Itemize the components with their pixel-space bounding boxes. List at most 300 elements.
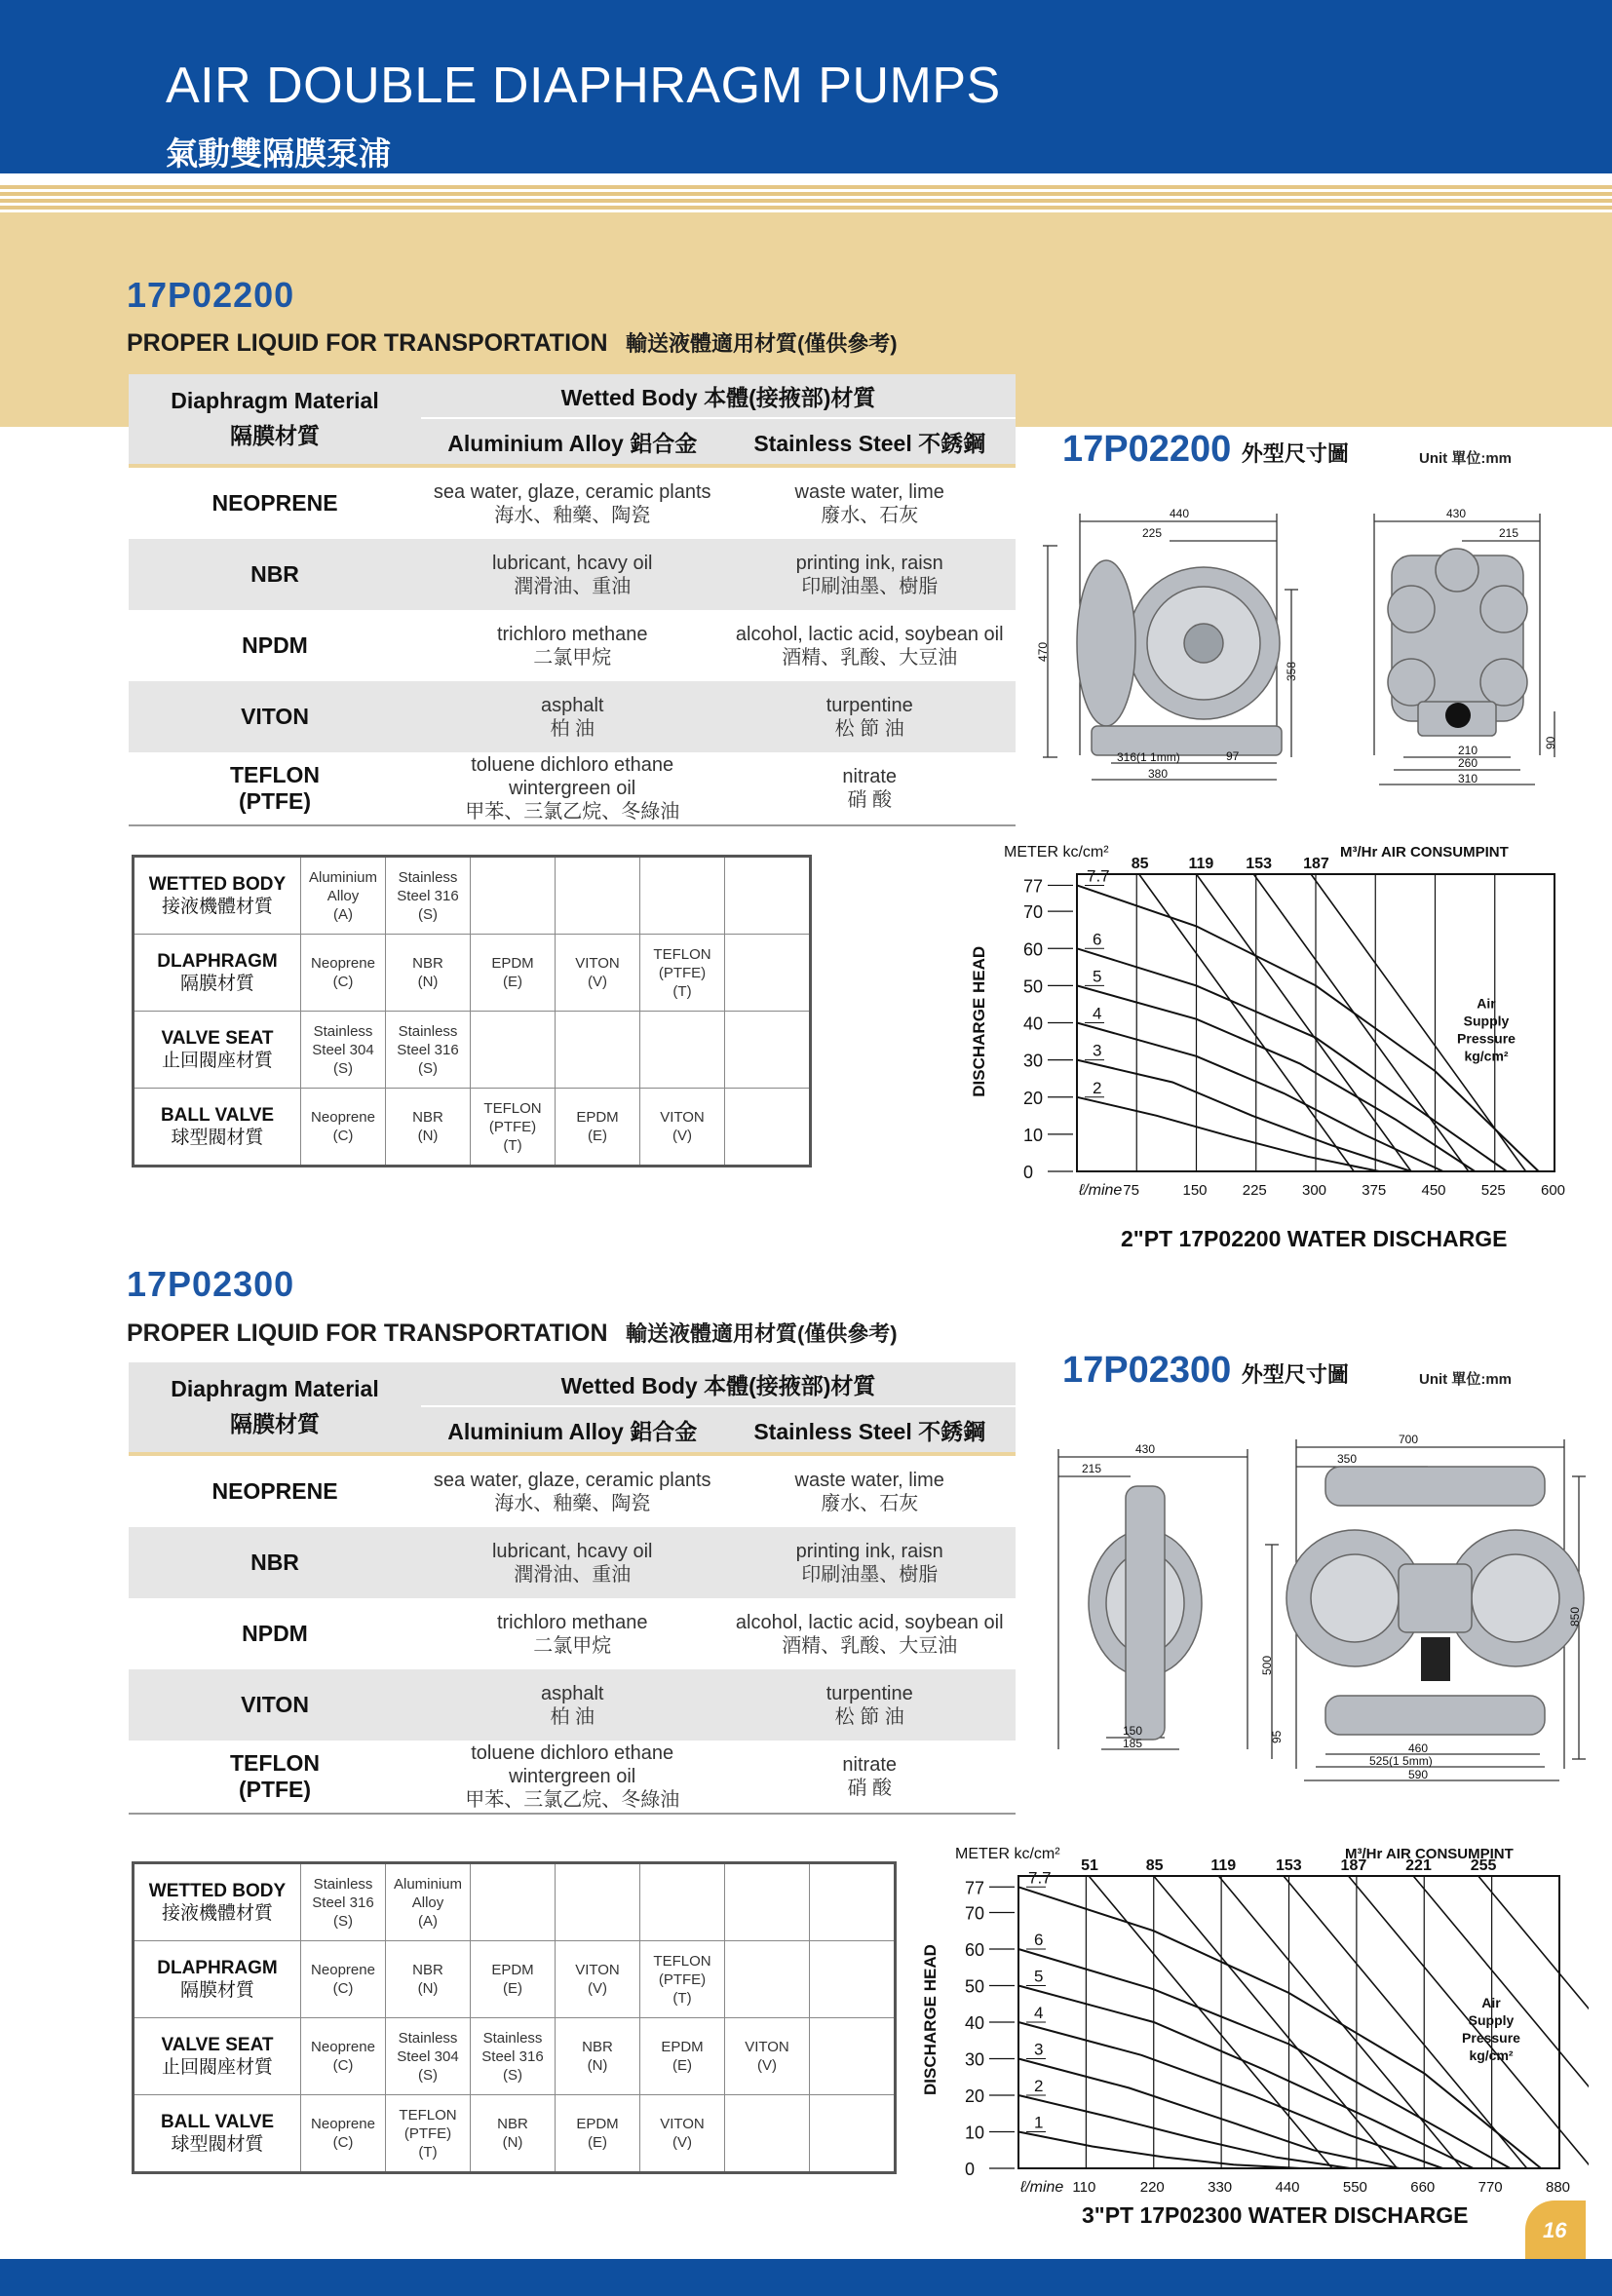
grid-cell: Stainless Steel 316 (S) [386,1012,471,1089]
aluminium-liquids [421,1456,723,1527]
col-aluminium: Aluminium Alloy 鋁合金 [421,1406,723,1452]
subtitle-en: PROPER LIQUID FOR TRANSPORTATION [127,1320,608,1347]
grid-row-label [134,1941,301,2018]
diaphragm-material: NPDM [242,1621,308,1646]
stainless-liquids [723,1527,1016,1598]
grid-row-label [134,1089,301,1167]
pressure-label: 7.7 [1028,1868,1052,1888]
dim-label: 525(1 5mm) [1369,1754,1433,1768]
grid-cell [471,1863,556,1941]
liquid-en: toluene dichloro ethane wintergreen oil [471,754,674,799]
pump-drawing-17P02300 [1053,1428,1598,1798]
dim-label: 316(1 1mm) [1117,750,1180,764]
grid-cell: TEFLON (PTFE) (T) [471,1089,556,1167]
annotation-text: Air [1481,1995,1501,2010]
air-consumption-label: 187 [1340,1857,1367,1874]
stainless-liquids [723,1598,1016,1669]
liquid-row [129,681,1016,752]
annotation-text: kg/cm² [1464,1048,1509,1064]
grid-cell: Neoprene (C) [301,1941,386,2018]
grid-cell [640,1863,725,1941]
diaphragm-material: NEOPRENE [211,1478,338,1504]
annotation-text: Pressure [1457,1030,1516,1047]
section-subtitle [127,327,898,358]
label-zh: 球型閥材質 [171,2134,264,2155]
aluminium-liquids [421,539,723,610]
liquid-en: trichloro methane [496,1611,648,1633]
liquid-zh: 廢水、石灰 [821,504,919,526]
aluminium-liquids [421,1527,723,1598]
liquid-en: printing ink, raisn [795,552,943,574]
dim-label: 95 [1270,1730,1284,1743]
aluminium-liquids [421,1669,723,1741]
label-en: BALL VALVE [160,1105,275,1126]
air-consumption-label: 153 [1275,1857,1302,1874]
diaphragm-material: NBR [250,561,299,587]
dim-label: 470 [1036,641,1050,662]
y-unit-label: METER kc/cm² [955,1846,1060,1862]
dim-label: 440 [1170,507,1190,520]
grid-row-label [134,1863,301,1941]
liquid-row [129,1741,1016,1813]
liquid-zh: 松 節 油 [834,1705,904,1728]
page-title-zh: 氣動雙隔膜泵浦 [166,135,391,172]
stainless-liquids [723,468,1016,539]
pressure-label: 1 [1034,2113,1044,2132]
liquid-zh: 印刷油墨、樹脂 [801,575,939,597]
aluminium-liquids [421,681,723,752]
liquid-row [129,752,1016,824]
grid-cell: EPDM (E) [556,2095,640,2173]
air-consumption-label: 119 [1188,856,1214,872]
page-number: 16 [1543,2218,1567,2242]
liquid-en: printing ink, raisn [795,1540,943,1562]
liquid-en: alcohol, lactic acid, soybean oil [735,1611,1004,1633]
liquid-table-grid [129,374,1016,826]
liquid-en: sea water, glaze, ceramic plants [433,480,711,503]
page-title: AIR DOUBLE DIAPHRAGM PUMPS [166,57,1001,114]
dimension-title [1062,1350,1349,1392]
diaphragm-material: NPDM [242,632,308,658]
discharge-chart-17P02200 [965,833,1589,1223]
liquid-zh: 柏 油 [550,1705,595,1728]
subtitle-en: PROPER LIQUID FOR TRANSPORTATION [127,329,608,357]
diaphragm-header [129,1362,421,1452]
grid-cell: EPDM (E) [556,1089,640,1167]
x-tick-label: 880 [1546,2179,1571,2196]
dimension-model: 17P02300 [1062,1350,1232,1391]
grid-row-label [134,2018,301,2095]
dim-label: 185 [1123,1737,1143,1750]
stainless-liquids [723,752,1016,824]
pressure-label: 6 [1034,1931,1044,1949]
pressure-label: 2 [1034,2077,1044,2095]
diaphragm-header-en: Diaphragm Material [171,388,379,413]
subtitle-zh: 輸送液體適用材質(僅供參考) [625,1321,898,1346]
diaphragm-material: NEOPRENE [211,490,338,516]
grid-cell: TEFLON (PTFE) (T) [640,935,725,1012]
x-tick-label: 375 [1362,1182,1387,1199]
dim-label: 150 [1123,1724,1143,1738]
label-en: DLAPHRAGM [157,1958,278,1978]
liquid-en: lubricant, hcavy oil [491,552,653,574]
y-tick-label: 77 [965,1878,985,1898]
col-stainless: Stainless Steel 不銹鋼 [723,418,1016,464]
dim-label: 700 [1399,1433,1419,1446]
liquid-en: trichloro methane [496,623,648,645]
grid-cell [471,857,556,935]
wetted-header: Wetted Body 本體(接掖部)材質 [421,374,1016,418]
grid-cell: Aluminium Alloy (A) [386,1863,471,1941]
dim-label: 215 [1082,1462,1102,1475]
dim-label: 97 [1226,749,1240,763]
liquid-zh: 海水、釉藥、陶瓷 [494,504,651,526]
grid-cell [810,1941,896,2018]
grid-cell [556,1863,640,1941]
x-tick-label: 600 [1541,1182,1566,1199]
aluminium-liquids [421,1598,723,1669]
y-tick-label: 30 [1023,1051,1044,1071]
diaphragm-material: TEFLON (PTFE) [230,1750,320,1802]
annotation-text: kg/cm² [1469,2047,1514,2063]
grid-cell [725,857,811,935]
annotation-text: Pressure [1462,2030,1520,2046]
x-tick-label: 225 [1242,1182,1267,1199]
liquid-zh: 二氯甲烷 [533,646,612,669]
label-en: WETTED BODY [148,874,287,895]
discharge-chart-17P02300 [916,1837,1589,2198]
stainless-liquids [723,1741,1016,1813]
y-tick-label: 10 [1023,1125,1044,1145]
liquid-zh: 酒精、乳酸、大豆油 [782,646,958,669]
pressure-label: 4 [1034,2004,1044,2022]
diaphragm-header-zh: 隔膜材質 [230,1411,320,1436]
liquid-en: lubricant, hcavy oil [491,1540,653,1562]
grid-cell: VITON (V) [556,1941,640,2018]
grid-row [134,2018,896,2095]
label-en: VALVE SEAT [161,2035,274,2055]
dim-label: 210 [1458,744,1478,757]
dim-label: 350 [1337,1452,1358,1466]
wetted-header: Wetted Body 本體(接掖部)材質 [421,1362,1016,1406]
pressure-label: 2 [1093,1078,1102,1097]
grid-cell: NBR (N) [471,2095,556,2173]
grid-cell [725,2095,810,2173]
dimension-title-zh: 外型尺寸圖 [1241,1362,1349,1387]
liquid-en: waste water, lime [794,480,944,503]
x-tick-label: 450 [1421,1182,1446,1199]
liquid-zh: 廢水、石灰 [821,1492,919,1514]
x-tick-label: 75 [1123,1182,1139,1199]
liquid-zh: 潤滑油、重油 [514,1563,632,1586]
dim-label: 430 [1135,1442,1156,1456]
y-tick-label: 60 [965,1940,985,1960]
grid-cell [725,1089,811,1167]
grid-cell [556,857,640,935]
label-zh: 隔膜材質 [179,1980,254,2001]
dim-label: 380 [1148,767,1169,781]
diaphragm-material: VITON [241,1692,309,1717]
annotation-text: Supply [1468,2012,1515,2028]
pump-drawing-17P02200 [1033,502,1598,799]
diaphragm-material: VITON [241,704,309,729]
diaphragm-material: TEFLON (PTFE) [230,762,320,814]
liquid-zh: 松 節 油 [834,717,904,740]
grid-row [134,935,811,1012]
series-curve [1018,2132,1301,2169]
grid-cell [556,1012,640,1089]
air-consumption-line [1197,874,1412,1171]
y-tick-label: 77 [1023,876,1044,897]
y-axis-label: DISCHARGE HEAD [921,1944,940,2095]
dim-label: 225 [1142,526,1163,540]
grid-cell: Neoprene (C) [301,1089,386,1167]
grid-cell: Stainless Steel 304 (S) [386,2018,471,2095]
y-tick-label: 70 [1023,902,1044,923]
grid-cell [725,1012,811,1089]
y-tick-label: 0 [1023,1163,1034,1182]
dimension-title-zh: 外型尺寸圖 [1241,441,1349,466]
liquid-en: nitrate [842,1754,898,1776]
grid-cell: EPDM (E) [640,2018,725,2095]
x-tick-label: 110 [1072,2179,1096,2196]
air-consumption-label: 51 [1081,1857,1098,1874]
grid-row [134,1089,811,1167]
pressure-label: 3 [1093,1041,1102,1060]
grid-cell: Stainless Steel 316 (S) [301,1863,386,1941]
liquid-en: waste water, lime [794,1469,944,1491]
grid-cell: NBR (N) [386,1089,471,1167]
grid-cell: NBR (N) [386,1941,471,2018]
grid-cell [810,1863,896,1941]
x-unit: ℓ/mine [1079,1182,1123,1199]
liquid-en: nitrate [842,766,898,787]
liquid-zh: 潤滑油、重油 [514,575,632,597]
pressure-label: 4 [1093,1004,1102,1023]
y-unit-label: METER kc/cm² [1004,844,1109,861]
grid-cell: Stainless Steel 304 (S) [301,1012,386,1089]
grid-row [134,2095,896,2173]
liquid-en: alcohol, lactic acid, soybean oil [735,623,1004,645]
x-tick-label: 300 [1302,1182,1327,1199]
pressure-label: 7.7 [1087,866,1110,886]
liquid-zh: 柏 油 [550,717,595,740]
footer-band [0,2259,1612,2296]
grid-cell: VITON (V) [640,2095,725,2173]
model-heading: 17P02300 [127,1264,295,1304]
liquid-en: asphalt [540,694,604,716]
label-en: VALVE SEAT [161,1028,274,1049]
y-axis-label: DISCHARGE HEAD [970,945,988,1097]
stainless-liquids [723,610,1016,681]
y-tick-label: 40 [1023,1014,1044,1034]
air-consumption-label: 153 [1246,856,1273,872]
label-zh: 接液機體材質 [161,897,273,917]
grid-row [134,1863,896,1941]
liquid-zh: 甲苯、三氯乙烷、冬綠油 [465,801,680,823]
label-en: BALL VALVE [160,2112,275,2132]
liquid-zh: 酒精、乳酸、大豆油 [782,1634,958,1657]
label-zh: 止回閥座材質 [161,2057,273,2078]
x-tick-label: 525 [1480,1182,1506,1199]
liquid-en: asphalt [540,1682,604,1704]
label-zh: 止回閥座材質 [161,1051,273,1071]
y-tick-label: 10 [965,2123,985,2143]
liquid-row [129,1456,1016,1527]
page-number-badge [1525,2200,1586,2259]
series-curve [1077,1097,1379,1171]
air-consumption-label: 85 [1145,1857,1164,1874]
grid-cell: Neoprene (C) [301,2095,386,2173]
y-tick-label: 50 [1023,976,1044,997]
liquid-zh: 二氯甲烷 [533,1634,612,1657]
section-subtitle [127,1318,898,1348]
liquid-row [129,1527,1016,1598]
y-tick-label: 30 [965,2049,985,2070]
dimension-title [1062,429,1349,471]
pressure-label: 5 [1093,967,1102,986]
liquid-table-grid [129,1362,1016,1815]
unit-label: Unit 單位:mm [1419,450,1512,467]
pressure-label: 6 [1093,930,1102,949]
x-tick-label: 330 [1208,2179,1233,2196]
grid-row [134,1941,896,2018]
x-tick-label: 770 [1478,2179,1503,2196]
air-consumption-line [1139,874,1355,1171]
model-heading: 17P02200 [127,275,295,315]
y-tick-label: 40 [965,2013,985,2033]
stainless-liquids [723,1456,1016,1527]
diaphragm-header [129,374,421,464]
y-tick-label: 60 [1023,939,1044,960]
grid-cell [810,2018,896,2095]
label-en: DLAPHRAGM [157,951,278,972]
liquid-en: turpentine [825,1682,913,1704]
stainless-liquids [723,681,1016,752]
dimension-model: 17P02200 [1062,429,1232,470]
liquid-en: toluene dichloro ethane wintergreen oil [471,1742,674,1787]
pressure-label: 3 [1034,2040,1044,2059]
liquid-row [129,1598,1016,1669]
dim-label: 590 [1408,1768,1429,1781]
y-tick-label: 0 [965,2160,976,2179]
chart-svg [965,833,1589,1223]
grid-row-label [134,857,301,935]
grid-cell [640,1012,725,1089]
air-consumption-line [1218,1876,1462,2168]
liquid-row [129,468,1016,539]
material-grid-table [132,1861,897,2174]
material-grid-table [132,855,812,1167]
annotation-text: Air [1477,995,1496,1012]
grid-cell [471,1012,556,1089]
series-curve [1077,1023,1443,1172]
air-consumption-label: 85 [1131,856,1149,872]
grid-cell: Stainless Steel 316 (S) [471,2018,556,2095]
grid-row-label [134,2095,301,2173]
decor-stripes [0,185,1612,214]
aluminium-liquids [421,610,723,681]
unit-label: Unit 單位:mm [1419,1371,1512,1388]
liquid-zh: 海水、釉藥、陶瓷 [494,1492,651,1514]
stainless-liquids [723,539,1016,610]
x-tick-label: 150 [1182,1182,1208,1199]
grid-row-label [134,935,301,1012]
air-consumption-line [1253,874,1469,1171]
grid-cell: Aluminium Alloy (A) [301,857,386,935]
col-stainless: Stainless Steel 不銹鋼 [723,1406,1016,1452]
grid-cell [725,935,811,1012]
dim-label: 850 [1568,1606,1582,1626]
chart-svg [916,1837,1589,2198]
dim-label: 460 [1408,1741,1429,1755]
grid-cell: TEFLON (PTFE) (T) [386,2095,471,2173]
label-zh: 接液機體材質 [161,1903,273,1924]
grid-cell [725,1941,810,2018]
grid-cell: VITON (V) [640,1089,725,1167]
air-consumption-label: 119 [1210,1857,1237,1874]
air-consumption-label: 255 [1470,1857,1497,1874]
label-zh: 隔膜材質 [179,974,254,994]
y-tick-label: 20 [1023,1088,1044,1108]
x-tick-label: 550 [1342,2179,1367,2196]
diaphragm-header-en: Diaphragm Material [171,1376,379,1401]
stainless-liquids [723,1669,1016,1741]
aluminium-liquids [421,752,723,824]
grid-cell: NBR (N) [556,2018,640,2095]
chart-title: 2"PT 17P02200 WATER DISCHARGE [1121,1226,1508,1251]
dim-label: 358 [1285,661,1298,681]
liquid-en: turpentine [825,694,913,716]
col-aluminium: Aluminium Alloy 鋁合金 [421,418,723,464]
diaphragm-material: NBR [250,1550,299,1575]
grid-cell [725,1863,810,1941]
aluminium-liquids [421,1741,723,1813]
grid-cell: VITON (V) [556,935,640,1012]
grid-row-label [134,1012,301,1089]
dim-label: 500 [1260,1655,1274,1675]
x-tick-label: 440 [1275,2179,1300,2196]
grid-cell: Neoprene (C) [301,935,386,1012]
y-tick-label: 50 [965,1976,985,1997]
liquid-zh: 甲苯、三氯乙烷、冬綠油 [465,1789,680,1811]
grid-cell: VITON (V) [725,2018,810,2095]
grid-cell: Stainless Steel 316 (S) [386,857,471,935]
dim-label: 260 [1458,756,1478,770]
liquid-en: sea water, glaze, ceramic plants [433,1469,711,1491]
grid-cell: NBR (N) [386,935,471,1012]
diaphragm-header-zh: 隔膜材質 [230,423,320,448]
subtitle-zh: 輸送液體適用材質(僅供參考) [625,331,898,356]
air-consumption-line [1089,1876,1332,2168]
dim-label: 310 [1458,772,1478,785]
air-consumption-line [1154,1876,1398,2168]
annotation-text: Supply [1463,1013,1510,1029]
pressure-label: 5 [1034,1967,1044,1986]
dim-label: 90 [1544,736,1557,749]
grid-cell: TEFLON (PTFE) (T) [640,1941,725,2018]
grid-cell: EPDM (E) [471,935,556,1012]
chart-title: 3"PT 17P02300 WATER DISCHARGE [1082,2202,1469,2228]
air-consumption-label: 187 [1303,856,1329,872]
x-tick-label: 220 [1139,2179,1165,2196]
liquid-zh: 硝 酸 [847,789,892,811]
grid-row [134,857,811,935]
liquid-row [129,539,1016,610]
grid-cell [810,2095,896,2173]
y-tick-label: 70 [965,1903,985,1924]
grid-cell: Neoprene (C) [301,2018,386,2095]
